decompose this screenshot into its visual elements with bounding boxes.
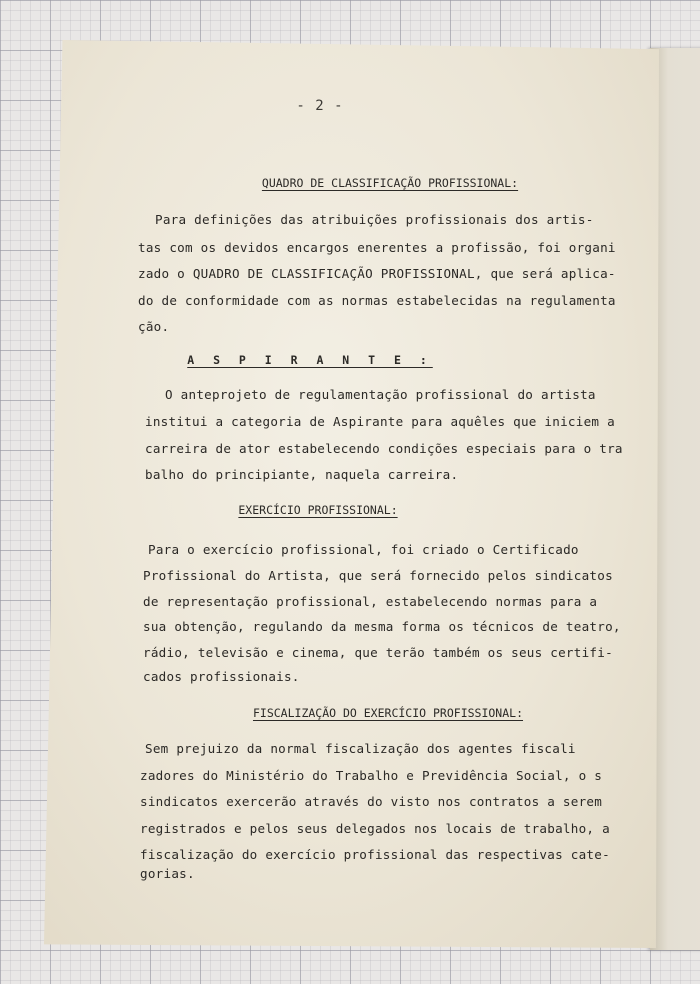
- paragraph-line: de representação profissional, estabelecendo normas para a: [143, 594, 598, 609]
- heading-fiscalizacao: FISCALIZAÇÃO DO EXERCÍCIO PROFISSIONAL:: [252, 706, 524, 720]
- paragraph-line: O anteprojeto de regulamentação profissional do artista: [165, 387, 596, 402]
- paragraph-line: sua obtenção, regulando da mesma forma os técnicos de teatro,: [143, 619, 621, 634]
- paragraph-line: Profissional do Artista, que será fornecido pelos sindicatos: [143, 568, 613, 583]
- paragraph-line: institui a categoria de Aspirante para aquêles que iniciem a: [145, 414, 615, 429]
- paragraph-line: balho do principiante, naquela carreira.: [145, 467, 459, 482]
- page-number: - 2 -: [296, 98, 344, 114]
- paragraph-line: tas com os devidos encargos enerentes a profissão, foi organi: [138, 240, 616, 255]
- paragraph-line: zadores do Ministério do Trabalho e Previdência Social, o s: [140, 768, 603, 783]
- heading-exercicio-profissional: EXERCÍCIO PROFISSIONAL:: [238, 503, 398, 517]
- paragraph-line: Sem prejuizo da normal fiscalização dos agentes fiscali: [145, 741, 576, 756]
- paragraph-line: ção.: [138, 319, 170, 334]
- paragraph-line: Para o exercício profissional, foi criado o Certificado: [148, 542, 579, 557]
- paragraph-line: fiscalização do exercício profissional das respectivas cate-: [140, 847, 610, 862]
- paragraph-line: Para definições das atribuições profissionais dos artis-: [155, 212, 594, 227]
- paragraph-line: rádio, televisão e cinema, que terão também os seus certifi-: [143, 645, 613, 660]
- paragraph-line: gorias.: [140, 866, 195, 881]
- heading-quadro-classificacao: QUADRO DE CLASSIFICAÇÃO PROFISSIONAL:: [261, 176, 519, 190]
- paragraph-line: do de conformidade com as normas estabelecidas na regulamenta: [138, 293, 616, 308]
- paragraph-line: sindicatos exercerão através do visto nos contratos a serem: [140, 794, 603, 809]
- paragraph-line: zado o QUADRO DE CLASSIFICAÇÃO PROFISSIONAL, que será aplica-: [138, 266, 616, 281]
- paragraph-line: cados profissionais.: [143, 669, 300, 684]
- heading-aspirante: A S P I R A N T E :: [187, 353, 433, 367]
- paragraph-line: registrados e pelos seus delegados nos locais de trabalho, a: [140, 821, 610, 836]
- paragraph-line: carreira de ator estabelecendo condições especiais para o tra: [145, 441, 623, 456]
